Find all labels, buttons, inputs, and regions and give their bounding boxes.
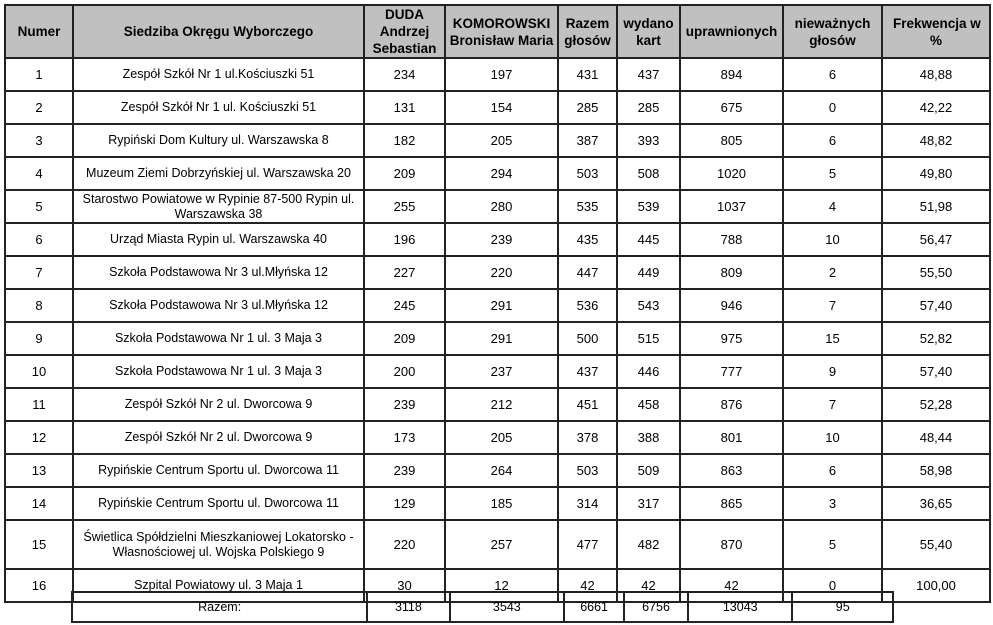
- cell-niewaznych: 7: [783, 289, 882, 322]
- cell-komorowski: 291: [445, 289, 558, 322]
- cell-frekwencja: 48,88: [882, 58, 990, 91]
- cell-niewaznych: 6: [783, 58, 882, 91]
- header-row: [5, 5, 990, 58]
- table-row: [5, 454, 990, 487]
- cell-numer: 16: [5, 569, 73, 602]
- cell-duda: 30: [364, 569, 445, 602]
- header-frekwencja: [882, 5, 990, 58]
- cell-komorowski: 205: [445, 421, 558, 454]
- cell-frekwencja: 58,98: [882, 454, 990, 487]
- cell-niewaznych: 10: [783, 421, 882, 454]
- totals-niewaznych: 95: [792, 592, 893, 622]
- cell-duda: 200: [364, 355, 445, 388]
- cell-duda: 255: [364, 190, 445, 223]
- cell-siedziba: Zespół Szkół Nr 1 ul. Kościuszki 51: [73, 91, 364, 124]
- totals-uprawnionych: 13043: [688, 592, 793, 622]
- header-wydano: [617, 5, 680, 58]
- cell-wydano: 42: [617, 569, 680, 602]
- cell-duda: 239: [364, 454, 445, 487]
- cell-uprawnionych: 788: [680, 223, 783, 256]
- cell-wydano: 515: [617, 322, 680, 355]
- cell-uprawnionych: 1020: [680, 157, 783, 190]
- cell-frekwencja: 51,98: [882, 190, 990, 223]
- cell-niewaznych: 15: [783, 322, 882, 355]
- cell-siedziba: Szkoła Podstawowa Nr 3 ul.Młyńska 12: [73, 256, 364, 289]
- cell-uprawnionych: 805: [680, 124, 783, 157]
- cell-numer: 1: [5, 58, 73, 91]
- cell-duda: 220: [364, 520, 445, 569]
- cell-wydano: 445: [617, 223, 680, 256]
- cell-wydano: 317: [617, 487, 680, 520]
- cell-wydano: 539: [617, 190, 680, 223]
- cell-komorowski: 12: [445, 569, 558, 602]
- cell-uprawnionych: 1037: [680, 190, 783, 223]
- cell-numer: 13: [5, 454, 73, 487]
- cell-wydano: 437: [617, 58, 680, 91]
- cell-niewaznych: 0: [783, 569, 882, 602]
- cell-komorowski: 220: [445, 256, 558, 289]
- cell-numer: 12: [5, 421, 73, 454]
- cell-komorowski: 154: [445, 91, 558, 124]
- cell-razem: 285: [558, 91, 617, 124]
- cell-wydano: 508: [617, 157, 680, 190]
- cell-razem: 42: [558, 569, 617, 602]
- cell-duda: 129: [364, 487, 445, 520]
- cell-duda: 182: [364, 124, 445, 157]
- cell-uprawnionych: 975: [680, 322, 783, 355]
- cell-frekwencja: 57,40: [882, 289, 990, 322]
- cell-numer: 7: [5, 256, 73, 289]
- cell-numer: 11: [5, 388, 73, 421]
- cell-numer: 6: [5, 223, 73, 256]
- cell-duda: 173: [364, 421, 445, 454]
- table-row: [5, 124, 990, 157]
- header-niewaznych-line1: nieważnych: [794, 15, 871, 31]
- header-wydano-line1: wydano: [623, 15, 674, 31]
- cell-wydano: 393: [617, 124, 680, 157]
- cell-siedziba: Rypiński Dom Kultury ul. Warszawska 8: [73, 124, 364, 157]
- cell-frekwencja: 57,40: [882, 355, 990, 388]
- cell-duda: 245: [364, 289, 445, 322]
- cell-komorowski: 212: [445, 388, 558, 421]
- cell-razem: 503: [558, 157, 617, 190]
- cell-razem: 387: [558, 124, 617, 157]
- cell-numer: 15: [5, 520, 73, 569]
- table-row: [5, 487, 990, 520]
- table-row: [5, 190, 990, 223]
- cell-uprawnionych: 865: [680, 487, 783, 520]
- totals-duda: 3118: [367, 592, 449, 622]
- table-row: [5, 157, 990, 190]
- cell-komorowski: 257: [445, 520, 558, 569]
- header-razem-line2: głosów: [564, 32, 611, 48]
- cell-uprawnionych: 894: [680, 58, 783, 91]
- cell-komorowski: 185: [445, 487, 558, 520]
- table-row: [5, 223, 990, 256]
- cell-razem: 536: [558, 289, 617, 322]
- totals-razem: 6661: [564, 592, 624, 622]
- cell-numer: 5: [5, 190, 73, 223]
- cell-siedziba: Rypińskie Centrum Sportu ul. Dworcowa 11: [73, 487, 364, 520]
- header-duda-line2: Sebastian: [372, 41, 437, 56]
- cell-niewaznych: 2: [783, 256, 882, 289]
- table-row: [5, 256, 990, 289]
- cell-uprawnionych: 42: [680, 569, 783, 602]
- cell-frekwencja: 49,80: [882, 157, 990, 190]
- header-niewaznych-line2: głosów: [809, 32, 856, 48]
- cell-razem: 500: [558, 322, 617, 355]
- header-duda-line1: DUDA Andrzej: [379, 7, 430, 39]
- cell-uprawnionych: 870: [680, 520, 783, 569]
- header-frekwencja-line1: Frekwencja w: [893, 15, 981, 31]
- cell-duda: 131: [364, 91, 445, 124]
- header-niewaznych: [783, 5, 882, 58]
- cell-razem: 431: [558, 58, 617, 91]
- cell-frekwencja: 55,40: [882, 520, 990, 569]
- cell-wydano: 543: [617, 289, 680, 322]
- cell-wydano: 482: [617, 520, 680, 569]
- cell-uprawnionych: 809: [680, 256, 783, 289]
- cell-uprawnionych: 675: [680, 91, 783, 124]
- header-razem-line1: Razem: [565, 15, 610, 31]
- cell-duda: 227: [364, 256, 445, 289]
- cell-siedziba: Zespół Szkół Nr 2 ul. Dworcowa 9: [73, 421, 364, 454]
- header-siedziba: Siedziba Okręgu Wyborczego: [73, 5, 364, 58]
- cell-siedziba: Starostwo Powiatowe w Rypinie 87-500 Rypin ul. Warszawska 38: [73, 190, 364, 223]
- cell-wydano: 509: [617, 454, 680, 487]
- cell-wydano: 388: [617, 421, 680, 454]
- cell-frekwencja: 55,50: [882, 256, 990, 289]
- cell-uprawnionych: 876: [680, 388, 783, 421]
- totals-wydano: 6756: [624, 592, 688, 622]
- cell-frekwencja: 52,82: [882, 322, 990, 355]
- cell-niewaznych: 6: [783, 124, 882, 157]
- cell-razem: 437: [558, 355, 617, 388]
- cell-komorowski: 280: [445, 190, 558, 223]
- header-razem: [558, 5, 617, 58]
- cell-uprawnionych: 946: [680, 289, 783, 322]
- cell-numer: 3: [5, 124, 73, 157]
- cell-siedziba: Szkoła Podstawowa Nr 3 ul.Młyńska 12: [73, 289, 364, 322]
- cell-niewaznych: 10: [783, 223, 882, 256]
- header-komorowski-line1: KOMOROWSKI: [452, 15, 551, 31]
- cell-komorowski: 197: [445, 58, 558, 91]
- cell-niewaznych: 6: [783, 454, 882, 487]
- cell-duda: 239: [364, 388, 445, 421]
- cell-duda: 209: [364, 157, 445, 190]
- cell-niewaznych: 4: [783, 190, 882, 223]
- cell-komorowski: 294: [445, 157, 558, 190]
- header-uprawnionych: uprawnionych: [680, 5, 783, 58]
- table-row: [5, 520, 990, 569]
- cell-uprawnionych: 777: [680, 355, 783, 388]
- election-results-sheet: [4, 4, 991, 614]
- cell-razem: 451: [558, 388, 617, 421]
- cell-siedziba: Szkoła Podstawowa Nr 1 ul. 3 Maja 3: [73, 355, 364, 388]
- cell-komorowski: 264: [445, 454, 558, 487]
- cell-siedziba: Szkoła Podstawowa Nr 1 ul. 3 Maja 3: [73, 322, 364, 355]
- header-komorowski: [445, 5, 558, 58]
- cell-uprawnionych: 801: [680, 421, 783, 454]
- cell-siedziba: Muzeum Ziemi Dobrzyńskiej ul. Warszawska 20: [73, 157, 364, 190]
- results-table: [4, 4, 991, 603]
- cell-komorowski: 291: [445, 322, 558, 355]
- cell-numer: 8: [5, 289, 73, 322]
- cell-niewaznych: 9: [783, 355, 882, 388]
- cell-numer: 4: [5, 157, 73, 190]
- totals-label: Razem:: [72, 592, 367, 622]
- totals-komorowski: 3543: [450, 592, 565, 622]
- cell-komorowski: 205: [445, 124, 558, 157]
- cell-numer: 2: [5, 91, 73, 124]
- cell-siedziba: Urząd Miasta Rypin ul. Warszawska 40: [73, 223, 364, 256]
- table-row: [5, 91, 990, 124]
- cell-niewaznych: 7: [783, 388, 882, 421]
- cell-razem: 314: [558, 487, 617, 520]
- table-row: [5, 322, 990, 355]
- cell-niewaznych: 5: [783, 520, 882, 569]
- cell-niewaznych: 0: [783, 91, 882, 124]
- cell-razem: 503: [558, 454, 617, 487]
- cell-komorowski: 237: [445, 355, 558, 388]
- cell-razem: 447: [558, 256, 617, 289]
- cell-duda: 209: [364, 322, 445, 355]
- cell-razem: 535: [558, 190, 617, 223]
- header-wydano-line2: kart: [636, 32, 661, 48]
- cell-siedziba: Rypińskie Centrum Sportu ul. Dworcowa 11: [73, 454, 364, 487]
- cell-duda: 234: [364, 58, 445, 91]
- cell-frekwencja: 52,28: [882, 388, 990, 421]
- cell-niewaznych: 5: [783, 157, 882, 190]
- cell-razem: 477: [558, 520, 617, 569]
- header-duda: [364, 5, 445, 58]
- cell-razem: 435: [558, 223, 617, 256]
- cell-duda: 196: [364, 223, 445, 256]
- cell-wydano: 285: [617, 91, 680, 124]
- table-row: [5, 388, 990, 421]
- cell-frekwencja: 100,00: [882, 569, 990, 602]
- cell-wydano: 446: [617, 355, 680, 388]
- cell-numer: 14: [5, 487, 73, 520]
- cell-wydano: 449: [617, 256, 680, 289]
- cell-frekwencja: 56,47: [882, 223, 990, 256]
- cell-niewaznych: 3: [783, 487, 882, 520]
- cell-wydano: 458: [617, 388, 680, 421]
- header-komorowski-line2: Bronisław Maria: [449, 32, 554, 48]
- cell-frekwencja: 42,22: [882, 91, 990, 124]
- cell-siedziba: Świetlica Spółdzielni Mieszkaniowej Lokatorsko - Własnościowej ul. Wojska Polskiego 9: [73, 520, 364, 569]
- cell-uprawnionych: 863: [680, 454, 783, 487]
- cell-siedziba: Zespół Szkół Nr 1 ul.Kościuszki 51: [73, 58, 364, 91]
- table-row: [5, 421, 990, 454]
- cell-frekwencja: 48,44: [882, 421, 990, 454]
- cell-komorowski: 239: [445, 223, 558, 256]
- cell-frekwencja: 48,82: [882, 124, 990, 157]
- cell-razem: 378: [558, 421, 617, 454]
- cell-siedziba: Szpital Powiatowy ul. 3 Maja 1: [73, 569, 364, 602]
- cell-numer: 9: [5, 322, 73, 355]
- cell-siedziba: Zespół Szkół Nr 2 ul. Dworcowa 9: [73, 388, 364, 421]
- totals-table: [71, 591, 894, 623]
- table-row: [5, 355, 990, 388]
- header-frekwencja-line2: %: [929, 32, 942, 48]
- cell-numer: 10: [5, 355, 73, 388]
- header-numer: Numer: [5, 5, 73, 58]
- table-row: [5, 289, 990, 322]
- table-row: [5, 58, 990, 91]
- totals-row: [72, 592, 893, 622]
- cell-frekwencja: 36,65: [882, 487, 990, 520]
